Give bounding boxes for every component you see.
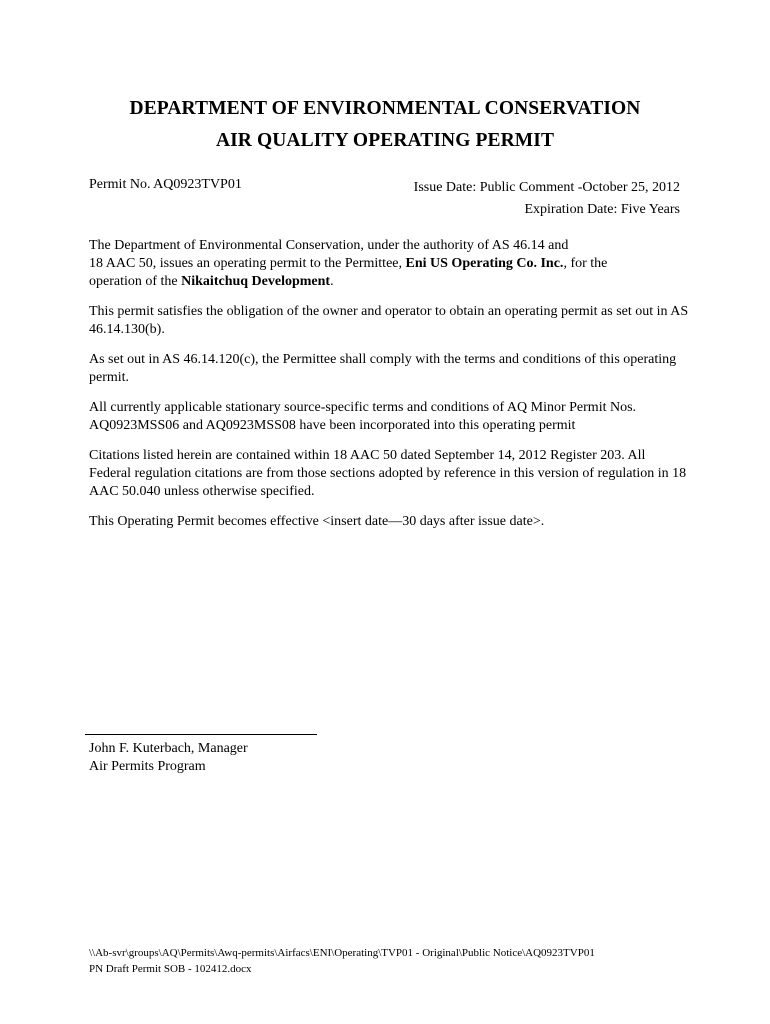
permit-number: Permit No. AQ0923TVP01 — [89, 177, 242, 192]
compliance-paragraph: As set out in AS 46.14.120(c), the Permittee shall comply with the terms and conditions of this operating permit. — [89, 352, 677, 385]
citations-paragraph: Citations listed herein are contained within 18 AAC 50 dated September 14, 2012 Register 203. All Federal regulation citations are from those sections adopted by reference in this version of regulation in 18 AAC 50.040 unless otherwise specified. — [89, 448, 687, 499]
authority-line2-text: 18 AAC 50, issues an operating permit to the Permittee, — [89, 256, 406, 271]
department-title: DEPARTMENT OF ENVIRONMENTAL CONSERVATION — [129, 98, 641, 119]
obligation-paragraph: This permit satisfies the obligation of the owner and operator to obtain an operating permit as set out in AS 46.14.130(b). — [89, 304, 689, 337]
signatory-block — [89, 740, 248, 776]
permit-body — [89, 237, 689, 543]
signature-line — [85, 734, 317, 735]
permittee-name: Eni US Operating Co. Inc. — [405, 256, 564, 271]
authority-line3-suffix: . — [330, 274, 334, 289]
facility-name: Nikaitchuq Development — [181, 274, 331, 289]
signatory-name: John F. Kuterbach, Manager — [89, 741, 248, 756]
authority-line1: The Department of Environmental Conservation, under the authority of AS 46.14 and — [89, 238, 569, 253]
expiration-date: Expiration Date: Five Years — [524, 202, 680, 217]
file-path-footer — [89, 945, 595, 977]
date-block — [414, 177, 680, 221]
authority-paragraph — [89, 237, 689, 291]
authority-line2-suffix: , for the — [563, 256, 608, 271]
signatory-program: Air Permits Program — [89, 759, 206, 774]
authority-line3-text: operation of the — [89, 274, 182, 289]
file-path-line2: PN Draft Permit SOB - 102412.docx — [89, 963, 252, 975]
issue-date: Issue Date: Public Comment -October 25, 2012 — [413, 180, 680, 195]
permit-title: AIR QUALITY OPERATING PERMIT — [215, 130, 555, 151]
effective-date-paragraph: This Operating Permit becomes effective <insert date—30 days after issue date>. — [89, 514, 545, 529]
file-path-line1: \\Ab-svr\groups\AQ\Permits\Awq-permits\Airfacs\ENI\Operating\TVP01 - Original\Public Notice\AQ0923TVP01 — [89, 947, 595, 959]
minor-permit-paragraph: All currently applicable stationary source-specific terms and conditions of AQ Minor Permit Nos. AQ0923MSS06 and AQ0923MSS08 have been incorporated into this operating permit — [89, 400, 637, 433]
